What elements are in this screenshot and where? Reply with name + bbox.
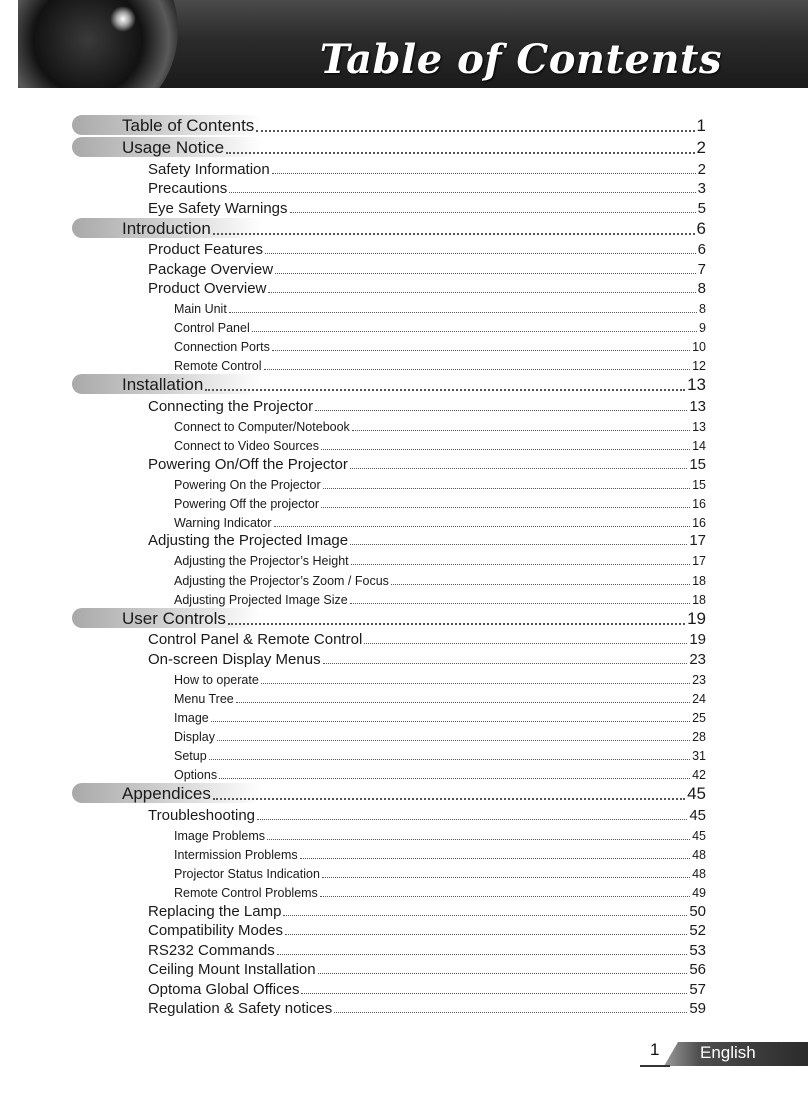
toc-entry-title: Warning Indicator (174, 515, 272, 530)
dot-leader (285, 934, 687, 935)
dot-leader (265, 253, 696, 254)
toc-section[interactable] (0, 648, 808, 668)
toc-entry-page: 15 (692, 477, 706, 492)
toc-subsection[interactable] (0, 511, 808, 530)
dot-leader (228, 623, 685, 625)
toc-section[interactable] (0, 900, 808, 920)
toc-section[interactable] (0, 629, 808, 649)
toc-entry-title: Eye Safety Warnings (148, 199, 288, 217)
header-banner (18, 0, 808, 88)
toc-entry-page: 2 (696, 138, 706, 157)
toc-section[interactable] (0, 239, 808, 259)
toc-entry-page: 28 (692, 730, 706, 744)
toc-entry-title: Connect to Video Sources (174, 439, 320, 454)
toc-entry-page: 48 (692, 847, 706, 862)
toc-entry-page: 12 (692, 359, 706, 374)
toc-subsection[interactable] (0, 297, 808, 316)
dot-leader (272, 350, 690, 351)
toc-chapter[interactable] (0, 607, 808, 629)
toc-entry-page: 56 (689, 961, 706, 979)
toc-subsection[interactable] (0, 549, 808, 568)
page-title: Table of Contents (319, 36, 722, 83)
dot-leader (256, 130, 694, 132)
toc-entry-page: 13 (687, 375, 706, 395)
toc-section[interactable] (0, 998, 808, 1018)
dot-leader (323, 488, 690, 489)
dot-leader (267, 839, 690, 840)
dot-leader (257, 819, 687, 820)
toc-section[interactable] (0, 530, 808, 550)
toc-entry-title: Intermission Problems (174, 847, 298, 862)
lens-glint (110, 6, 136, 32)
toc-entry-page: 8 (697, 280, 706, 297)
toc-subsection[interactable] (0, 473, 808, 492)
toc-entry-title: Adjusting the Projector’s Zoom / Focus (174, 573, 389, 588)
toc-entry-page: 13 (689, 397, 706, 415)
toc-entry-title: Regulation & Safety notices (148, 1000, 333, 1018)
toc-entry-title: Remote Control (174, 359, 262, 374)
toc-subsection[interactable] (0, 354, 808, 373)
toc-entry-title: Control Panel & Remote Control (148, 631, 363, 649)
toc-chapter[interactable] (0, 782, 808, 804)
dot-leader (277, 954, 688, 955)
dot-leader (213, 798, 685, 800)
toc-subsection[interactable] (0, 588, 808, 607)
toc-entry-page: 15 (689, 455, 706, 473)
toc-entry-title: Appendices (122, 784, 211, 804)
toc-entry-page: 57 (689, 980, 706, 998)
dot-leader (283, 915, 687, 916)
toc-subsection[interactable] (0, 434, 808, 453)
toc-entry-page: 45 (689, 806, 706, 824)
toc-entry-title: Product Overview (148, 280, 267, 297)
toc-entry-page: 19 (689, 631, 706, 649)
toc-entry-title: On-screen Display Menus (148, 650, 321, 668)
dot-leader (350, 603, 690, 604)
dot-leader (300, 858, 690, 859)
toc-entry-page: 10 (692, 340, 706, 355)
toc-entry-title: Introduction (122, 218, 211, 238)
toc-entry-title: Optoma Global Offices (148, 980, 300, 998)
toc-section[interactable] (0, 258, 808, 278)
dot-leader (261, 683, 690, 684)
toc-entry-page: 31 (692, 749, 706, 764)
dot-leader (226, 152, 694, 154)
dot-leader (391, 584, 690, 585)
table-of-contents (0, 114, 808, 1017)
toc-subsection[interactable] (0, 824, 808, 843)
toc-entry-title: Menu Tree (174, 691, 234, 706)
toc-entry-title: Connecting the Projector (148, 397, 314, 415)
toc-entry-page: 53 (689, 941, 706, 959)
dot-leader (364, 643, 687, 644)
toc-entry-title: Precautions (148, 180, 228, 197)
toc-entry-title: Compatibility Modes (148, 922, 284, 940)
toc-entry-page: 45 (692, 828, 706, 843)
dot-leader (229, 192, 695, 193)
toc-entry-page: 42 (692, 768, 706, 783)
toc-section[interactable] (0, 178, 808, 198)
toc-entry-title: RS232 Commands (148, 941, 275, 959)
dot-leader (301, 993, 687, 994)
toc-chapter[interactable] (0, 114, 808, 136)
toc-entry-page: 45 (687, 784, 706, 804)
toc-entry-page: 59 (689, 1000, 706, 1018)
dot-leader (236, 702, 690, 703)
toc-entry-page: 3 (697, 180, 706, 197)
dot-leader (213, 233, 695, 235)
dot-leader (268, 292, 695, 293)
toc-entry-page: 2 (697, 160, 706, 178)
footer-rule (640, 1065, 670, 1067)
toc-entry-title: Troubleshooting (148, 806, 256, 824)
toc-section[interactable] (0, 804, 808, 824)
toc-subsection[interactable] (0, 568, 808, 587)
toc-entry-title: Adjusting the Projected Image (148, 532, 349, 550)
toc-entry-page: 24 (692, 691, 706, 706)
toc-entry-page: 1 (696, 116, 706, 135)
toc-entry-title: Product Features (148, 241, 264, 258)
toc-entry-title: Remote Control Problems (174, 886, 318, 901)
dot-leader (229, 312, 697, 313)
toc-section[interactable] (0, 920, 808, 940)
page-number: 1 (650, 1040, 660, 1059)
toc-section[interactable] (0, 959, 808, 979)
toc-entry-title: Control Panel (174, 321, 250, 336)
toc-entry-title: Display (174, 730, 215, 744)
toc-section[interactable] (0, 395, 808, 415)
toc-chapter[interactable] (0, 217, 808, 239)
toc-section[interactable] (0, 453, 808, 473)
dot-leader (352, 430, 690, 431)
toc-entry-page: 16 (692, 496, 706, 511)
toc-entry-page: 49 (692, 886, 706, 901)
toc-entry-page: 23 (689, 650, 706, 668)
dot-leader (322, 877, 690, 878)
toc-entry-title: Main Unit (174, 302, 227, 317)
dot-leader (315, 410, 687, 411)
language-label: English (700, 1043, 756, 1062)
toc-subsection[interactable] (0, 492, 808, 511)
toc-section[interactable] (0, 939, 808, 959)
lens-image (18, 0, 178, 88)
dot-leader (219, 778, 690, 779)
dot-leader (350, 468, 687, 469)
dot-leader (272, 173, 696, 174)
dot-leader (252, 331, 697, 332)
toc-subsection[interactable] (0, 881, 808, 900)
toc-entry-title: Powering On/Off the Projector (148, 455, 348, 473)
dot-leader (321, 507, 690, 508)
toc-entry-title: Powering Off the projector (174, 496, 319, 511)
toc-entry-page: 25 (692, 710, 706, 725)
page-footer (640, 1038, 808, 1068)
toc-entry-page: 18 (692, 592, 706, 607)
toc-entry-page: 48 (692, 866, 706, 881)
toc-entry-title: Replacing the Lamp (148, 902, 282, 920)
toc-entry-page: 9 (699, 321, 706, 336)
toc-entry-page: 7 (697, 260, 706, 278)
toc-subsection[interactable] (0, 335, 808, 354)
toc-entry-title: Usage Notice (122, 138, 225, 157)
toc-entry-title: Package Overview (148, 260, 274, 278)
toc-entry-title: Powering On the Projector (174, 477, 321, 492)
toc-entry-title: Options (174, 768, 218, 783)
dot-leader (318, 973, 688, 974)
toc-section[interactable] (0, 158, 808, 178)
toc-entry-title: Setup (174, 749, 207, 764)
toc-entry-page: 17 (692, 554, 706, 569)
toc-entry-title: Installation (122, 375, 204, 395)
dot-leader (205, 389, 685, 391)
dot-leader (275, 273, 696, 274)
toc-entry-page: 23 (692, 672, 706, 687)
toc-section[interactable] (0, 278, 808, 298)
toc-entry-title: Image (174, 710, 209, 725)
toc-entry-page: 5 (697, 199, 706, 217)
dot-leader (274, 526, 691, 527)
toc-subsection[interactable] (0, 843, 808, 862)
dot-leader (323, 663, 688, 664)
toc-entry-title: Connect to Computer/Notebook (174, 419, 350, 434)
toc-subsection[interactable] (0, 668, 808, 687)
toc-subsection[interactable] (0, 316, 808, 335)
toc-entry-page: 8 (699, 302, 706, 317)
toc-entry-page: 19 (687, 608, 706, 628)
toc-subsection[interactable] (0, 415, 808, 434)
toc-subsection[interactable] (0, 862, 808, 881)
dot-leader (350, 544, 687, 545)
dot-leader (321, 449, 690, 450)
toc-section[interactable] (0, 197, 808, 217)
toc-entry-title: Safety Information (148, 160, 270, 178)
toc-entry-title: Connection Ports (174, 340, 270, 355)
toc-subsection[interactable] (0, 706, 808, 725)
toc-entry-page: 50 (689, 902, 706, 920)
toc-entry-title: Adjusting the Projector’s Height (174, 554, 349, 569)
toc-entry-title: Table of Contents (122, 116, 255, 135)
toc-entry-page: 13 (692, 419, 706, 434)
dot-leader (334, 1012, 687, 1013)
dot-leader (211, 721, 690, 722)
toc-entry-page: 17 (689, 532, 706, 550)
toc-entry-page: 18 (692, 573, 706, 588)
dot-leader (290, 212, 696, 213)
toc-entry-title: Projector Status Indication (174, 866, 320, 881)
dot-leader (217, 740, 690, 741)
dot-leader (209, 759, 690, 760)
toc-entry-title: Image Problems (174, 828, 266, 843)
toc-entry-page: 14 (692, 439, 706, 454)
toc-entry-page: 16 (692, 515, 706, 530)
toc-entry-title: User Controls (122, 608, 226, 628)
toc-subsection[interactable] (0, 744, 808, 763)
dot-leader (320, 896, 690, 897)
toc-section[interactable] (0, 978, 808, 998)
toc-entry-title: Adjusting Projected Image Size (174, 592, 348, 607)
toc-subsection[interactable] (0, 763, 808, 782)
dot-leader (351, 564, 690, 565)
toc-entry-page: 6 (696, 218, 706, 238)
toc-entry-page: 52 (689, 922, 706, 940)
toc-subsection[interactable] (0, 725, 808, 744)
toc-entry-title: Ceiling Mount Installation (148, 961, 316, 979)
toc-entry-title: How to operate (174, 672, 259, 687)
toc-chapter[interactable] (0, 136, 808, 158)
toc-entry-page: 6 (697, 241, 706, 258)
toc-subsection[interactable] (0, 687, 808, 706)
toc-chapter[interactable] (0, 373, 808, 395)
dot-leader (264, 369, 691, 370)
